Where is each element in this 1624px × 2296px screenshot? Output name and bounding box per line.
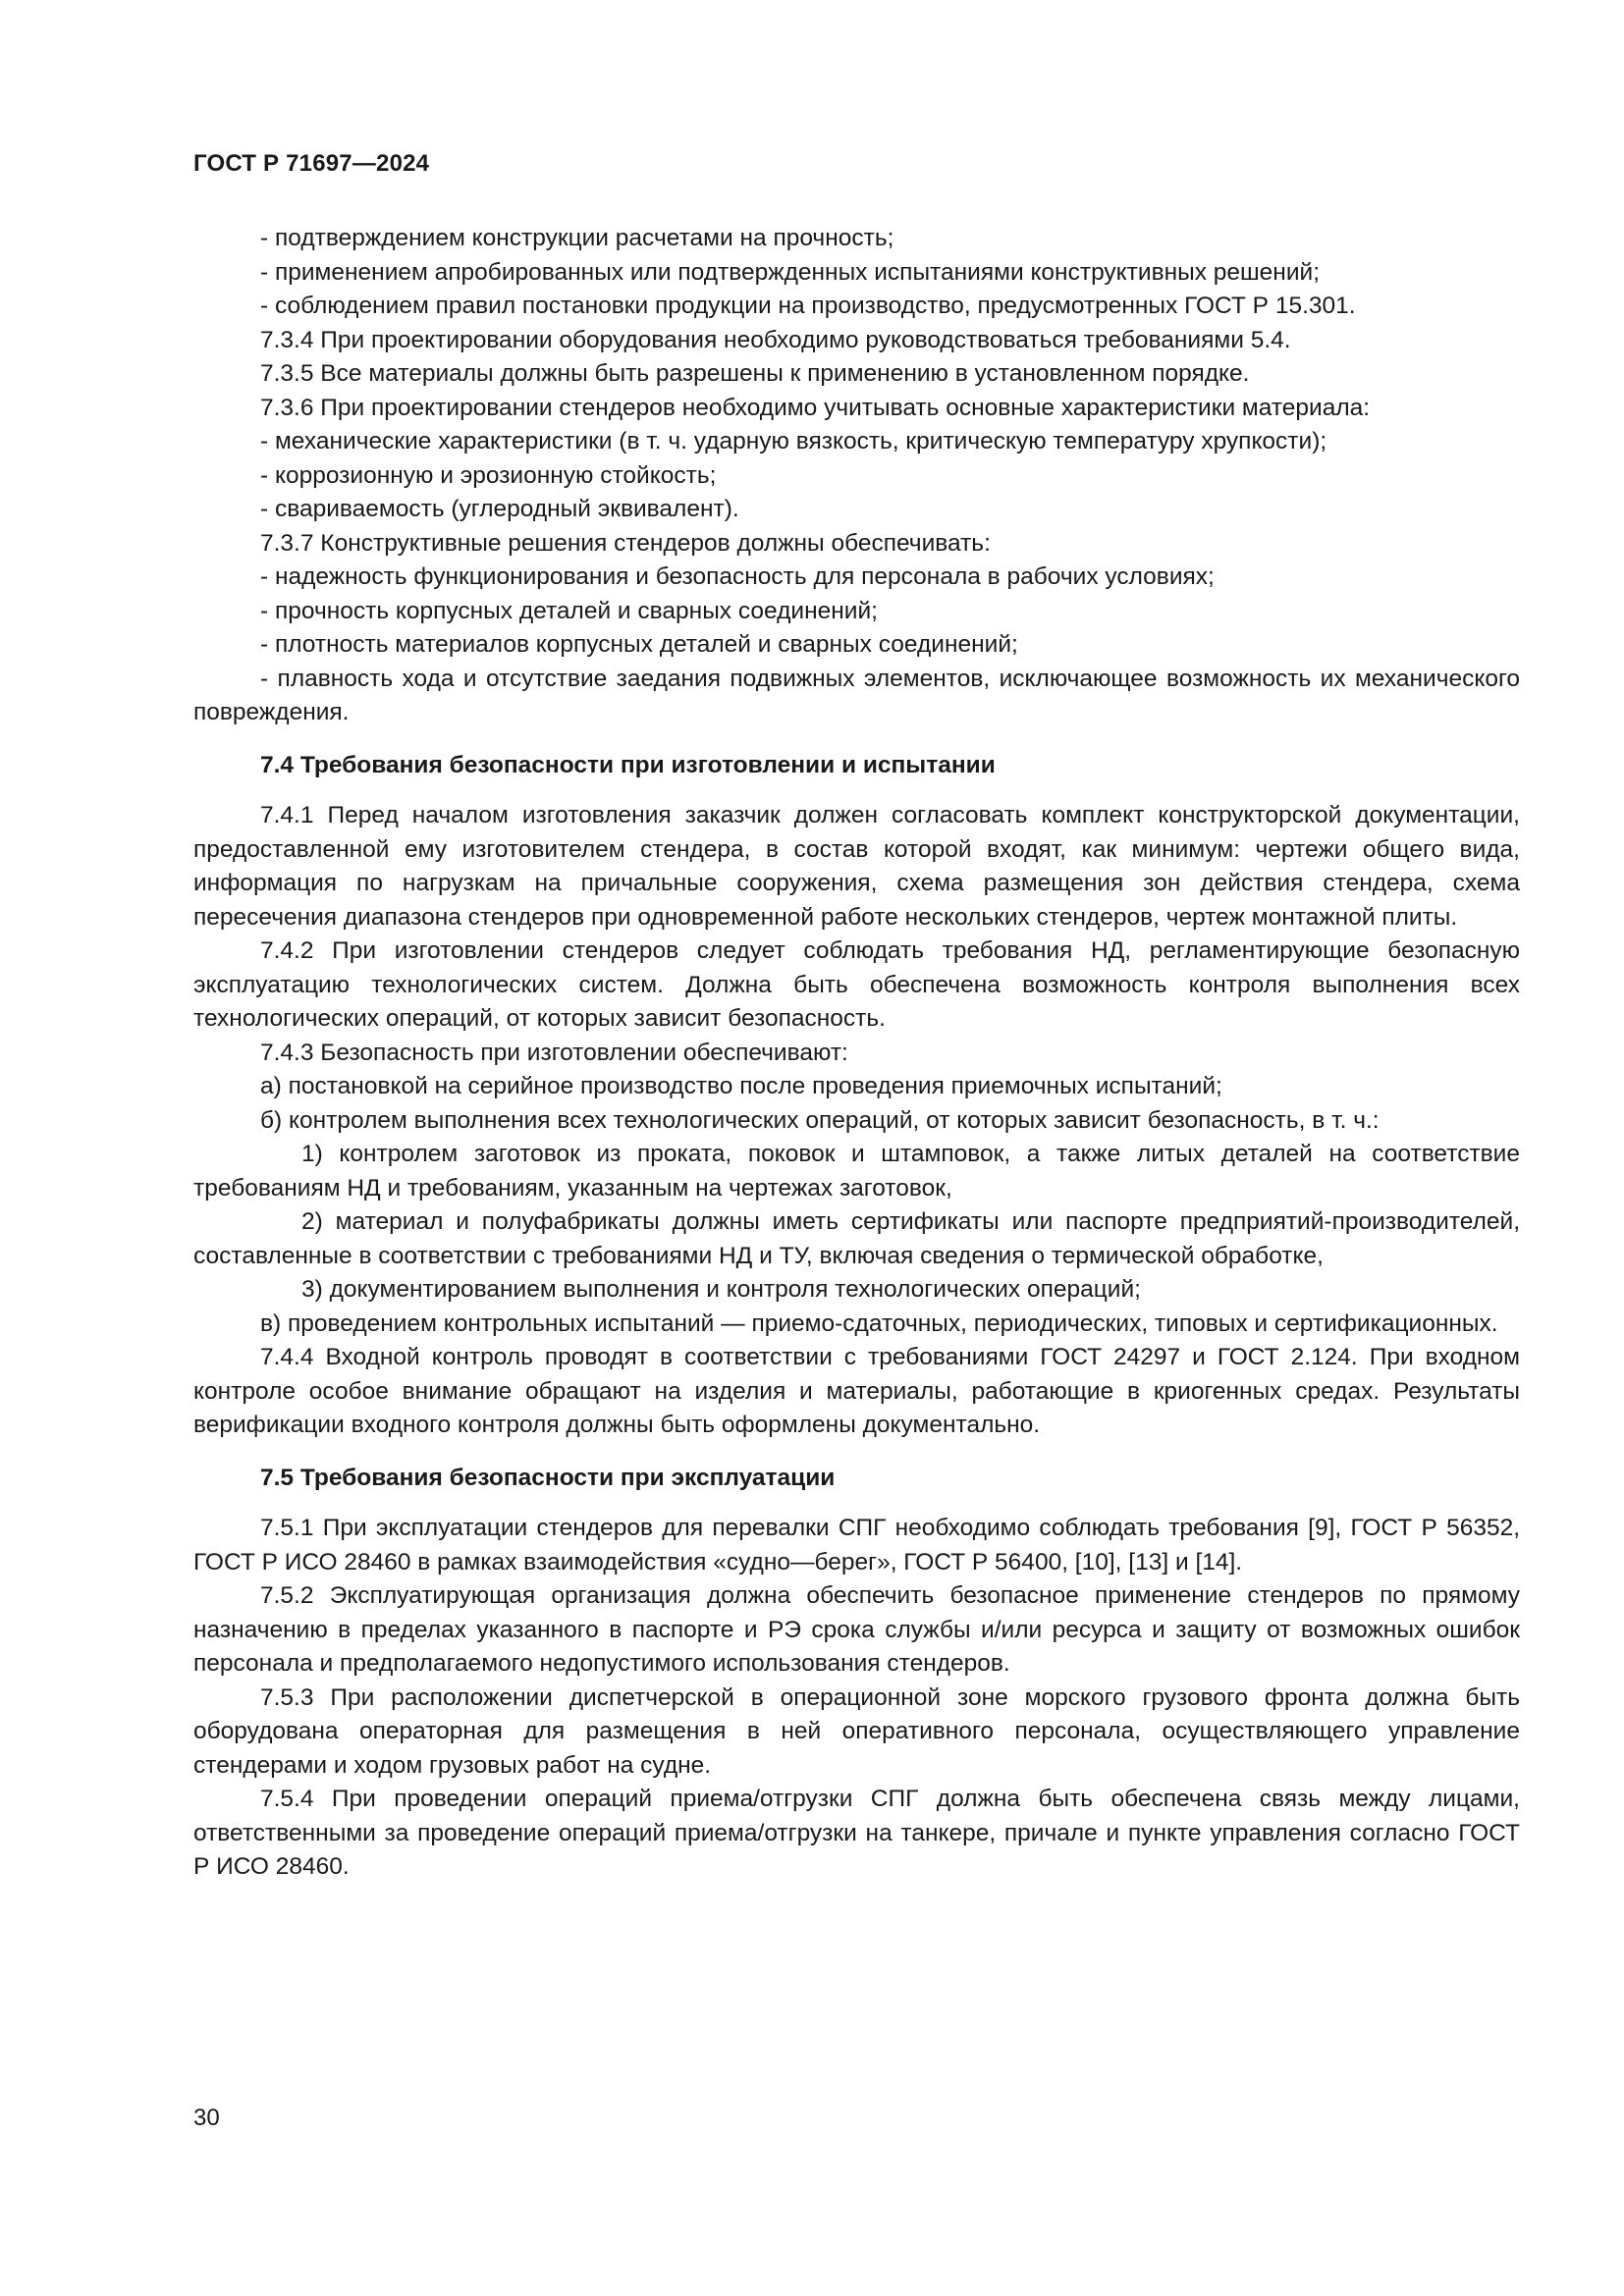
list-item: - надежность функционирования и безопасность для персонала в рабочих условиях; xyxy=(260,563,1215,590)
clause-7-3-5: 7.3.5 Все материалы должны быть разрешены к применению в установленном порядке. xyxy=(260,360,1250,387)
section-heading-7-4: 7.4 Требования безопасности при изготовлении и испытании xyxy=(260,751,996,778)
list-item: - плавность хода и отсутствие заедания подвижных элементов, исключающее возможность их механического повреждения. xyxy=(193,665,1520,725)
clause-7-4-3: 7.4.3 Безопасность при изготовлении обеспечивают: xyxy=(260,1039,848,1066)
document-header: ГОСТ Р 71697—2024 xyxy=(193,150,430,177)
sub-item-1: 1) контролем заготовок из проката, поковок и штамповок, а также литых деталей на соответствие требованиям НД и требованиям, указанным на чертежах заготовок, xyxy=(193,1141,1520,1201)
list-item: - применением апробированных или подтвержденных испытаниями конструктивных решений; xyxy=(260,258,1321,286)
list-item-a: а) постановкой на серийное производство после проведения приемочных испытаний; xyxy=(260,1073,1222,1099)
list-item: - плотность материалов корпусных деталей и сварных соединений; xyxy=(260,631,1018,658)
clause-7-5-1: 7.5.1 При эксплуатации стендеров для перевалки СПГ необходимо соблюдать требования [9], ГОСТ Р 56352, ГОСТ Р ИСО 28460 в рамках взаимодействия «судно—берег», ГОСТ Р 56400, [10], [13] и [14]. xyxy=(193,1515,1520,1575)
sub-item-2: 2) материал и полуфабрикаты должны иметь сертификаты или паспорте предприятий-производителей, составленные в соответствии с требованиями НД и ТУ, включая сведения о термической обработке, xyxy=(193,1208,1520,1269)
section-heading-7-5: 7.5 Требования безопасности при эксплуатации xyxy=(260,1464,836,1491)
list-item: - свариваемость (углеродный эквивалент). xyxy=(260,496,739,522)
clause-7-4-4: 7.4.4 Входной контроль проводят в соответствии с требованиями ГОСТ 24297 и ГОСТ 2.124. При входном контроле особое внимание обращают на изделия и материалы, работающие в криогенных средах. Результаты верификации входного контроля должны быть оформлены документально. xyxy=(193,1344,1520,1438)
list-item: - подтверждением конструкции расчетами на прочность; xyxy=(260,225,894,251)
page-number: 30 xyxy=(193,2105,220,2131)
clause-7-5-2: 7.5.2 Эксплуатирующая организация должна обеспечить безопасное применение стендеров по прямому назначению в пределах указанного в паспорте и РЭ срока службы и/или ресурса и защиту от возможных ошибок персонала и предполагаемого недопустимого использования стендеров. xyxy=(193,1582,1520,1677)
clause-7-3-7: 7.3.7 Конструктивные решения стендеров должны обеспечивать: xyxy=(260,529,991,557)
clause-7-3-6: 7.3.6 При проектировании стендеров необходимо учитывать основные характеристики материала: xyxy=(260,394,1371,421)
clause-7-4-2: 7.4.2 При изготовлении стендеров следует соблюдать требования НД, регламентирующие безопасную эксплуатацию технологических систем. Должна быть обеспечена возможность контроля выполнения всех технологических операций, от которых зависит безопасность. xyxy=(193,937,1520,1032)
clause-7-3-4: 7.3.4 При проектировании оборудования необходимо руководствоваться требованиями 5.4. xyxy=(260,326,1291,353)
list-item: - коррозионную и эрозионную стойкость; xyxy=(260,461,717,489)
clause-7-5-4: 7.5.4 При проведении операций приема/отгрузки СПГ должна быть обеспечена связь между лицами, ответственными за проведение операций приема/отгрузки на танкере, причале и пункте управления согласно ГОСТ Р ИСО 28460. xyxy=(193,1786,1520,1880)
clause-7-4-1: 7.4.1 Перед началом изготовления заказчик должен согласовать комплект конструкторской документации, предоставленной ему изготовителем стендера, в состав которой входят, как минимум: чертежи общего вида, информация по нагрузкам на причальные сооружения, схема размещения зон действия стендера, схема пересечения диапазона стендеров при одновременной работе нескольких стендеров, чертеж монтажной плиты. xyxy=(193,802,1520,931)
sub-item-3: 3) документированием выполнения и контроля технологических операций; xyxy=(301,1276,1141,1303)
list-item: - механические характеристики (в т. ч. ударную вязкость, критическую температуру хрупкости); xyxy=(260,428,1327,454)
clause-7-5-3: 7.5.3 При расположении диспетчерской в операционной зоне морского грузового фронта должна быть оборудована операторная для размещения в ней оперативного персонала, осуществляющего управление стендерами и ходом грузовых работ на судне. xyxy=(193,1683,1520,1779)
list-item: - прочность корпусных деталей и сварных соединений; xyxy=(260,597,878,624)
list-item: - соблюдением правил постановки продукции на производство, предусмотренных ГОСТ Р 15.301. xyxy=(260,293,1356,319)
list-item-v: в) проведением контрольных испытаний — приемо-сдаточных, периодических, типовых и сертификационных. xyxy=(260,1309,1498,1337)
document-body xyxy=(193,222,1520,1885)
list-item-b: б) контролем выполнения всех технологических операций, от которых зависит безопасность, в т. ч.: xyxy=(260,1106,1380,1134)
